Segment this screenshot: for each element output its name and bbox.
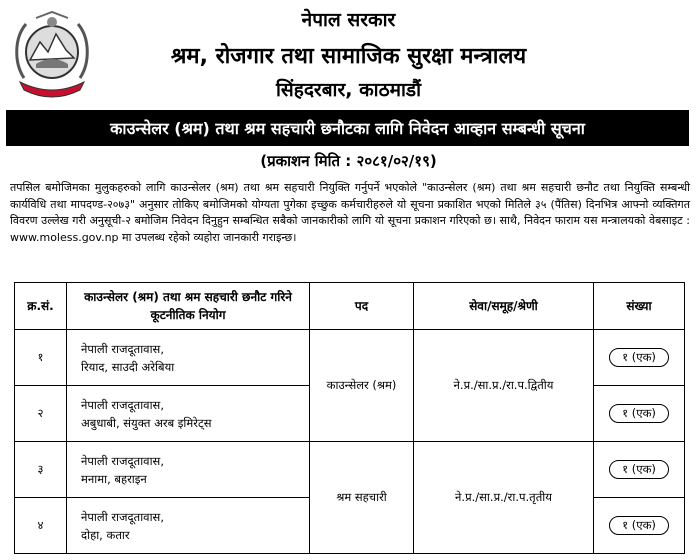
office-line1: नेपाली राजदूतावास, — [81, 509, 164, 524]
table-header-row — [15, 283, 685, 330]
row-count — [594, 498, 685, 554]
office-line2: रियाद, साउदी अरेबिया — [81, 359, 175, 374]
header-count: संख्या — [594, 283, 685, 330]
group-pad: काउन्सेलर (श्रम) — [310, 330, 414, 442]
row-count — [594, 330, 685, 386]
notice-body-text: तपसिल बमोजिमका मुलुकहरुको लागि काउन्सेलर (श्रम) तथा श्रम सहचारी नियुक्ति गर्नुपर्ने भएकोले "काउन्सेलर (श्रम) तथा श्रम सहचारी छनौट तथा नियुक्ति सम्बन्धी कार्यविधि तथा मापदण्ड-२०७३" अनुसार तोकिए बमोजिमको योग्यता पुगेका इच्छुक कर्मचारीहरुले यो सूचना प्रकाशित भएको मितिले ३५ (पैंतिस) दिनभित्र आफ्नो व्यक्तिगत विवरण उल्लेख गरी अनुसूची-२ बमोजिम निवेदन दिनुहुन सम्बन्धित सबैको जानकारीको लागि यो सूचना प्रकाशन गरिएको छ। साथै, निवेदन फाराम यस मन्त्रालयको वेबसाइट : www.moless.gov.np मा उपलब्ध रहेको व्यहोरा जानकारी गराइन्छ। — [10, 181, 690, 244]
table-row — [15, 442, 685, 498]
row-sn: २ — [15, 386, 67, 442]
government-name: नेपाल सरकार — [301, 9, 396, 31]
office-line1: नेपाली राजदूतावास, — [81, 341, 164, 356]
office-line1: नेपाली राजदूतावास, — [81, 397, 164, 412]
row-count — [594, 442, 685, 498]
row-office — [67, 498, 310, 554]
group-sewa: ने.प्र./सा.प्र./रा.प.द्वितीय — [414, 330, 594, 442]
notice-title: काउन्सेलर (श्रम) तथा श्रम सहचारी छनौटका लागि निवेदन आव्हान सम्बन्धी सूचना — [110, 119, 585, 138]
header-post: काउन्सेलर (श्रम) तथा श्रम सहचारी छनौट गरिने कूटनीतिक नियोग — [67, 283, 310, 330]
vacancy-table — [14, 282, 685, 554]
row-count — [594, 386, 685, 442]
ministry-location: सिंहदरबार, काठमाडौं — [275, 79, 421, 101]
row-office — [67, 330, 310, 386]
table-row — [15, 330, 685, 386]
row-sn: ४ — [15, 498, 67, 554]
count-badge: १ (एक) — [609, 460, 669, 479]
office-line2: अबुधाबी, संयुक्त अरब इमिरेट्स — [81, 415, 212, 430]
notice-title-banner — [6, 110, 689, 146]
office-line1: नेपाली राजदूतावास, — [81, 453, 164, 468]
count-badge: १ (एक) — [609, 404, 669, 423]
count-badge: १ (एक) — [609, 348, 669, 367]
row-sn: १ — [15, 330, 67, 386]
publication-date: (प्रकाशन मिति : २०८१/०२/१९) — [260, 152, 437, 170]
row-sn: ३ — [15, 442, 67, 498]
header-sn: क्र.सं. — [15, 283, 67, 330]
ministry-name: श्रम, रोजगार तथा सामाजिक सुरक्षा मन्त्रालय — [170, 44, 527, 69]
group-pad: श्रम सहचारी — [310, 442, 414, 554]
count-badge: १ (एक) — [609, 516, 669, 535]
group-sewa: ने.प्र./सा.प्र./रा.प.तृतीय — [414, 442, 594, 554]
row-office — [67, 442, 310, 498]
office-line2: दोहा, कतार — [81, 527, 130, 542]
office-line2: मनामा, बहराइन — [81, 471, 147, 486]
header-sewa: सेवा/समूह/श्रेणी — [414, 283, 594, 330]
row-office — [67, 386, 310, 442]
header-pad: पद — [310, 283, 414, 330]
